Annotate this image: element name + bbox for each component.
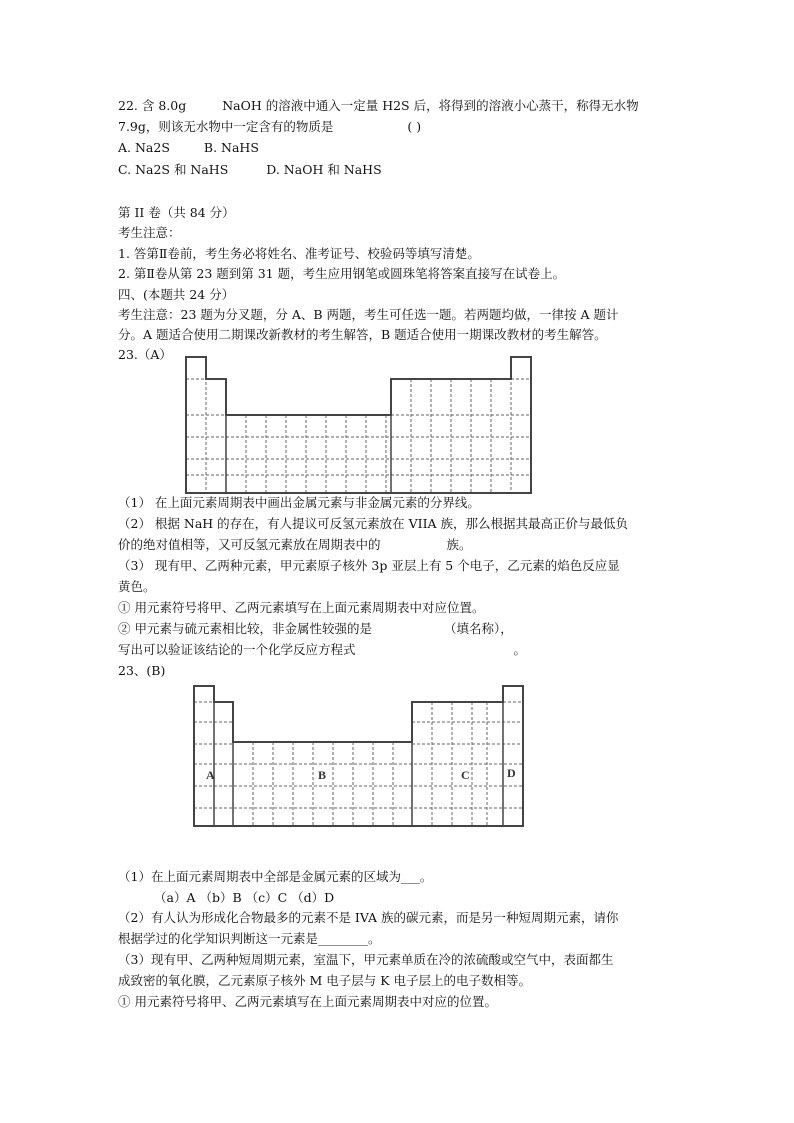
q22-stem-line2 [118,119,421,135]
q22-answer-paren: ( ) [407,119,422,134]
periodic-table-a-grid [182,355,538,497]
q23b-item2-line2: 根据学过的化学知识判断这一元素是________。 [118,931,381,946]
q23b-item3-line1: （3）现有甲、乙两种短周期元素，室温下，甲元素单质在冷的浓硫酸或空气中，表面都生 [118,952,614,967]
part2-notice-2: 2. 第Ⅱ卷从第 23 题到第 31 题，考生应用钢笔或圆珠笔将答案直接写在试卷上。 [118,266,566,281]
q23a-label: 23.（A） [118,347,172,362]
q22-stem-line1 [118,98,639,114]
q23a-item1: （1） 在上面元素周期表中画出金属元素与非金属元素的分界线。 [118,495,480,510]
q23a-item3-line2: 黄色。 [118,579,156,594]
q23a-item2-line1: （2） 根据 NaH 的存在，有人提议可反氢元素放在 VIIA 族，那么根据其最高正价与最低负 [118,516,629,531]
periodic-table-b-grid [191,684,527,830]
part2-notice-title: 考生注意： [118,225,181,240]
region-b-label: B [318,768,327,782]
q23b-item1-options: （a）A （b）B （c）C （d）D [154,890,335,905]
q23a-item3-line1: （3） 现有甲、乙两种元素，甲元素原子核外 3p 亚层上有 5 个电子，乙元素的焰色反应显 [118,558,620,573]
q23b-label: 23、(B) [118,663,166,678]
q22-options-row1 [118,140,259,156]
q22-option-c: C. Na2S 和 NaHS [118,162,229,177]
section4-note-2: 分。A 题适合使用二期课改新教材的考生解答，B 题适合使用一期课改教材的考生解答。 [118,327,607,342]
region-a-label: A [206,768,215,782]
section4-title: 四、(本题共 24 分） [118,287,235,302]
q22-options-row2 [118,162,382,178]
q22-stem-c: 7.9g，则该无水物中一定含有的物质是 [118,119,334,134]
q22-stem-a: 22. 含 8.0g [118,98,187,113]
part2-title: 第 II 卷（共 84 分） [118,205,235,220]
part2-notice-1: 1. 答第Ⅱ卷前，考生务必将姓名、准考证号、校验码等填写清楚。 [118,246,480,261]
q23a-sub2-equation-prompt: 写出可以验证该结论的一个化学反应方程式 [118,642,356,657]
periodic-table-a [182,355,538,497]
q22-option-b: B. NaHS [203,140,259,155]
q23a-sub2-end: 。 [513,642,527,657]
periodic-table-b [191,684,527,830]
region-d-label: D [507,766,516,780]
q22-option-d: D. NaOH 和 NaHS [266,162,382,177]
q23a-sub2-line2 [118,642,526,658]
q23a-sub2-tail: （填名称）， [443,621,513,636]
q23a-sub1: ① 用元素符号将甲、乙两元素填写在上面元素周期表中对应位置。 [118,600,485,615]
q23a-sub2-line1 [118,621,513,637]
q23b-sub1: ① 用元素符号将甲、乙两元素填写在上面元素周期表中对应的位置。 [118,994,497,1009]
q23a-item2-text: 价的绝对值相等，又可反氢元素放在周期表中的 [118,537,381,552]
section4-note-1: 考生注意：23 题为分叉题，分 A、B 两题，考生可任选一题。若两题均做，一律按 A 题计 [118,307,619,322]
q22-stem-b: NaOH 的溶液中通入一定量 H2S 后，将得到的溶液小心蒸干，称得无水物 [222,98,639,113]
q23a-item2-line2 [118,537,472,553]
region-c-label: C [461,768,470,782]
q22-option-a: A. Na2S [118,140,170,155]
q23b-item1: （1）在上面元素周期表中全部是金属元素的区域为___。 [118,869,433,884]
q23b-item3-line2: 成致密的氧化膜，乙元素原子核外 M 电子层与 K 电子层上的电子数相等。 [118,973,532,988]
q23a-sub2-text: ② 甲元素与硫元素相比较，非金属性较强的是 [118,621,372,636]
q23a-item2-tail: 族。 [446,537,472,552]
q23b-item2-line1: （2）有人认为形成化合物最多的元素不是 IVA 族的碳元素，而是另一种短周期元素，请你 [118,910,619,925]
